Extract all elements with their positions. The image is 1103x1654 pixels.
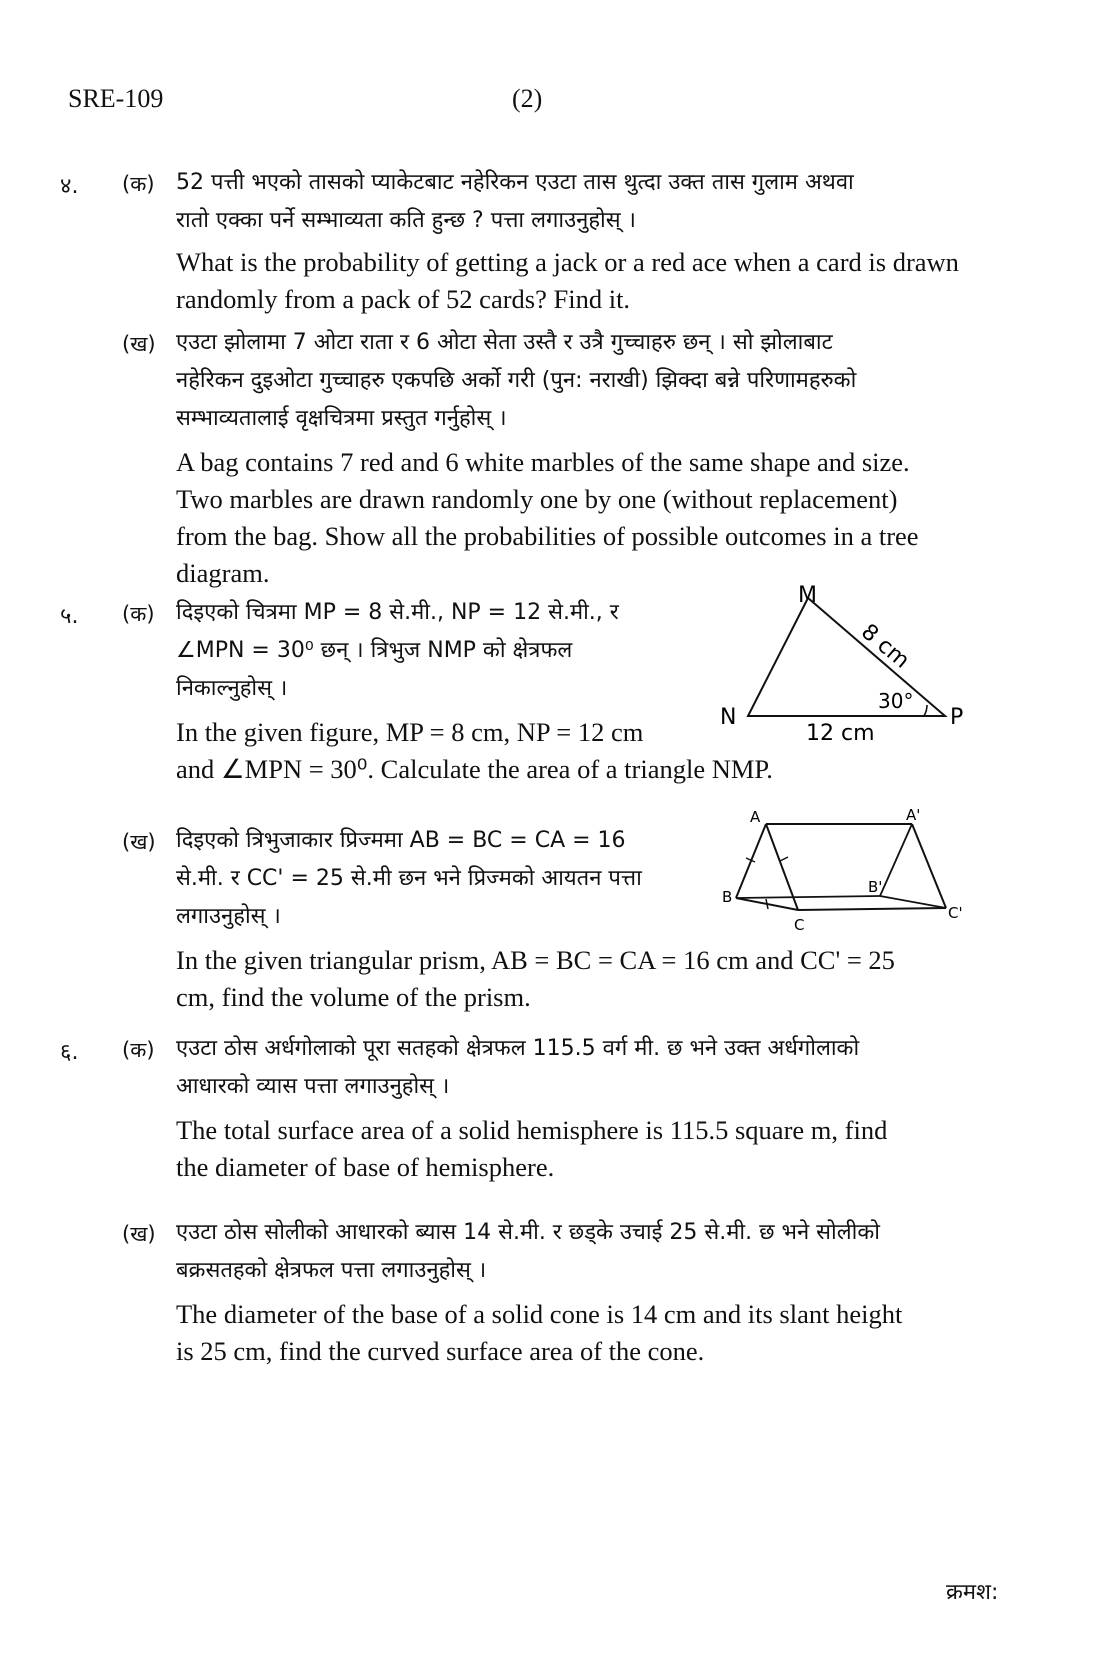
vertex-c-prime-label: C' — [948, 904, 963, 922]
q4a-english-text: What is the probability of getting a jack or a red ace when a card is drawn randomly from a pack of 52 cards? Find it. — [176, 247, 959, 314]
vertex-c-label: C — [794, 916, 805, 934]
question-number-5: ५. — [60, 604, 79, 629]
q4b-nepali-text: एउटा झोलामा 7 ओटा राता र 6 ओटा सेता उस्तै र उत्रै गुच्चाहरु छन् । सो झोलाबाट नहेरिकन दुइओटा गुच्चाहरु एकपछि अर्को गरी (पुन: नराखी) झिक्दा बन्ने परिणामहरुको सम्भाव्यतालाई वृक्षचित्रमा प्रस्तुत गर्नुहोस् । — [176, 330, 857, 431]
q5b-label: (ख) — [122, 830, 156, 854]
vertex-a-prime-label: A' — [906, 806, 921, 824]
q6a-english-text: The total surface area of a solid hemisphere is 115.5 square m, find the diameter of base of hemisphere. — [176, 1115, 888, 1182]
q5a-nepali-text: दिइएको चित्रमा MP = 8 से.मी., NP = 12 से.मी., र ∠MPN = 30⁰ छन् । त्रिभुज NMP को क्षेत्रफल निकाल्नुहोस् । — [176, 600, 619, 701]
q6b-nepali-text: एउटा ठोस सोलीको आधारको ब्यास 14 से.मी. र छड्के उचाई 25 से.मी. छ भने सोलीको बक्रसतहको क्षेत्रफल पत्ता लगाउनुहोस् । — [176, 1220, 880, 1283]
vertex-b-label: B — [722, 888, 733, 906]
vertex-n-label: N — [720, 705, 737, 730]
question-number-4: ४. — [60, 174, 79, 199]
continued-text: क्रमश: — [946, 1580, 999, 1605]
q4a-nepali-text: 52 पत्ती भएको तासको प्याकेटबाट नहेरिकन एउटा तास थुत्दा उक्त तास गुलाम अथवा रातो एक्का पर्ने सम्भाव्यता कति हुन्छ ? पत्ता लगाउनुहोस् । — [176, 170, 854, 233]
vertex-a-label: A — [750, 808, 761, 826]
q5b-english-text: In the given triangular prism, AB = BC = CA = 16 cm and CC' = 25 cm, find the volume of the prism. — [176, 945, 895, 1012]
side-np-label: 12 cm — [806, 721, 875, 746]
side-mp-label: 8 cm — [856, 619, 914, 674]
q6a-label: (क) — [122, 1038, 155, 1062]
q6b-english-text: The diameter of the base of a solid cone is 14 cm and its slant height is 25 cm, find the curved surface area of the cone. — [176, 1299, 903, 1366]
q5a-label: (क) — [122, 602, 155, 626]
vertex-p-label: P — [950, 705, 964, 730]
vertex-b-prime-label: B' — [868, 878, 883, 896]
exam-code: SRE-109 — [68, 84, 164, 113]
q5a-english-text: In the given figure, MP = 8 cm, NP = 12 cm and ∠MPN = 30⁰. Calculate the area of a triangle NMP. — [176, 717, 773, 784]
triangular-prism-figure — [720, 806, 970, 936]
q6a-nepali-text: एउटा ठोस अर्धगोलाको पूरा सतहको क्षेत्रफल 115.5 वर्ग मी. छ भने उक्त अर्धगोलाको आधारको व्यास पत्ता लगाउनुहोस् । — [176, 1036, 860, 1099]
q4b-label: (ख) — [122, 332, 156, 356]
question-number-6: ६. — [60, 1040, 79, 1065]
q4a-label: (क) — [122, 172, 155, 196]
q6b-label: (ख) — [122, 1222, 156, 1246]
page-number: (2) — [512, 84, 543, 113]
vertex-m-label: M — [798, 583, 817, 608]
angle-label: 30° — [878, 689, 914, 713]
q4b-english-text: A bag contains 7 red and 6 white marbles of the same shape and size. Two marbles are drawn randomly one by one (without replacement) from the bag. Show all the probabilities of possible outcomes in a tree diagram. — [176, 447, 919, 588]
triangle-nmp-figure — [710, 578, 980, 748]
q5b-nepali-text: दिइएको त्रिभुजाकार प्रिज्ममा AB = BC = CA = 16 से.मी. र CC' = 25 से.मी छन भने प्रिज्मको आयतन पत्ता लगाउनुहोस् । — [176, 828, 642, 929]
